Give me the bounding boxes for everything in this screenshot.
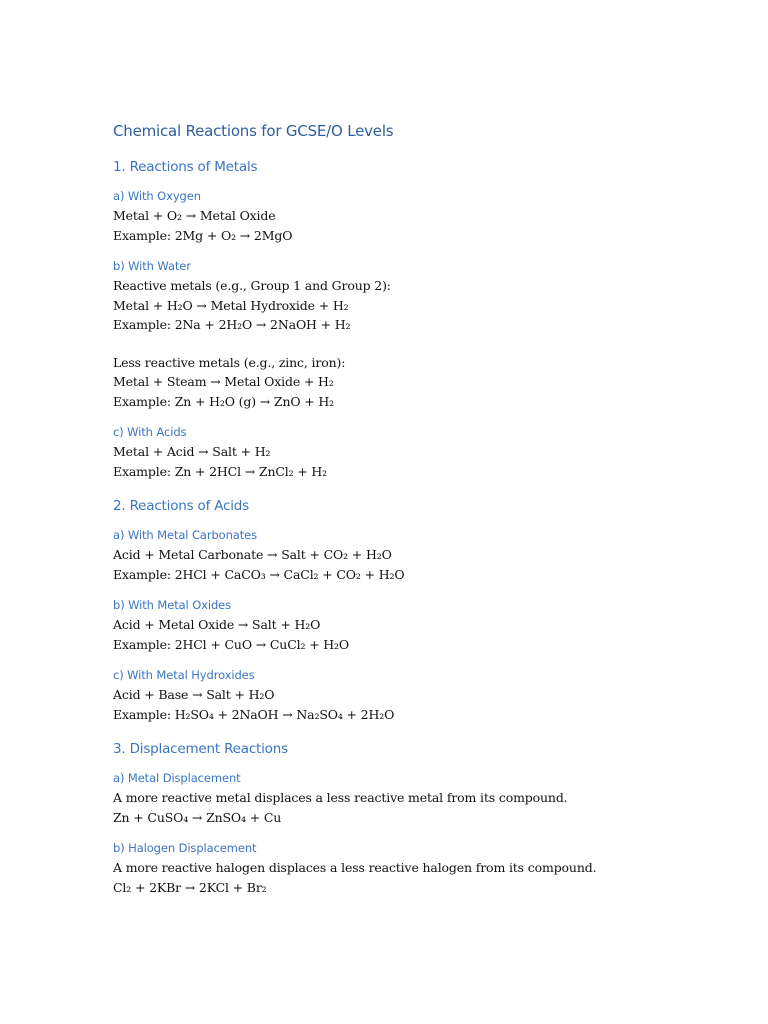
text-line: Metal + Steam → Metal Oxide + H₂ (113, 374, 334, 389)
subsection-heading: a) Metal Displacement (113, 771, 241, 785)
text-line: Acid + Metal Carbonate → Salt + CO₂ + H₂O (113, 547, 392, 562)
section-heading: 3. Displacement Reactions (113, 741, 288, 757)
subsection-with-metal-oxides (113, 596, 708, 654)
subsection-halogen-displacement (113, 839, 708, 897)
text-line: Metal + O₂ → Metal Oxide (113, 208, 276, 223)
subsection-heading: a) With Metal Carbonates (113, 528, 258, 542)
blank-line (113, 335, 708, 353)
section-heading: 2. Reactions of Acids (113, 498, 250, 514)
text-line: Metal + H₂O → Metal Hydroxide + H₂ (113, 297, 349, 313)
subsection-heading: b) With Water (113, 259, 191, 273)
subsection-with-metal-carbonates (113, 526, 708, 584)
text-line: Example: Zn + H₂O (g) → ZnO + H₂ (113, 393, 335, 409)
subsection-heading: b) With Metal Oxides (113, 598, 232, 612)
text-line: Example: 2HCl + CuO → CuCl₂ + H₂O (113, 636, 349, 652)
text-line: Example: 2HCl + CaCO₃ → CaCl₂ + CO₂ + H₂O (113, 566, 405, 582)
text-line: Less reactive metals (e.g., zinc, iron): (113, 354, 346, 370)
text-line: Acid + Base → Salt + H₂O (113, 687, 275, 702)
text-line: Example: 2Na + 2H₂O → 2NaOH + H₂ (113, 317, 351, 332)
subsection-with-acids (113, 423, 708, 481)
text-line: A more reactive halogen displaces a less reactive halogen from its compound. (113, 860, 597, 875)
subsection-heading: c) With Metal Hydroxides (113, 668, 255, 682)
text-line: Zn + CuSO₄ → ZnSO₄ + Cu (113, 809, 282, 825)
subsection-with-metal-hydroxides (113, 666, 708, 724)
text-line: Example: H₂SO₄ + 2NaOH → Na₂SO₄ + 2H₂O (113, 706, 395, 722)
subsection-with-oxygen (113, 187, 708, 245)
subsection-heading: a) With Oxygen (113, 189, 201, 203)
text-line: Metal + Acid → Salt + H₂ (113, 444, 271, 459)
subsection-heading: c) With Acids (113, 425, 187, 439)
section-displacement-reactions (113, 741, 708, 897)
text-line: Cl₂ + 2KBr → 2KCl + Br₂ (113, 879, 267, 895)
subsection-metal-displacement (113, 769, 708, 827)
text-line: A more reactive metal displaces a less reactive metal from its compound. (113, 790, 568, 805)
text-line: Acid + Metal Oxide → Salt + H₂O (113, 617, 321, 632)
document-title: Chemical Reactions for GCSE/O Levels (113, 122, 394, 140)
subsection-heading: b) Halogen Displacement (113, 841, 257, 855)
section-heading: 1. Reactions of Metals (113, 159, 258, 175)
text-line: Reactive metals (e.g., Group 1 and Group 2): (113, 278, 391, 293)
text-line: Example: 2Mg + O₂ → 2MgO (113, 227, 293, 243)
section-reactions-of-metals (113, 159, 708, 481)
subsection-with-water (113, 257, 708, 411)
section-reactions-of-acids (113, 498, 708, 724)
text-line: Example: Zn + 2HCl → ZnCl₂ + H₂ (113, 463, 328, 479)
